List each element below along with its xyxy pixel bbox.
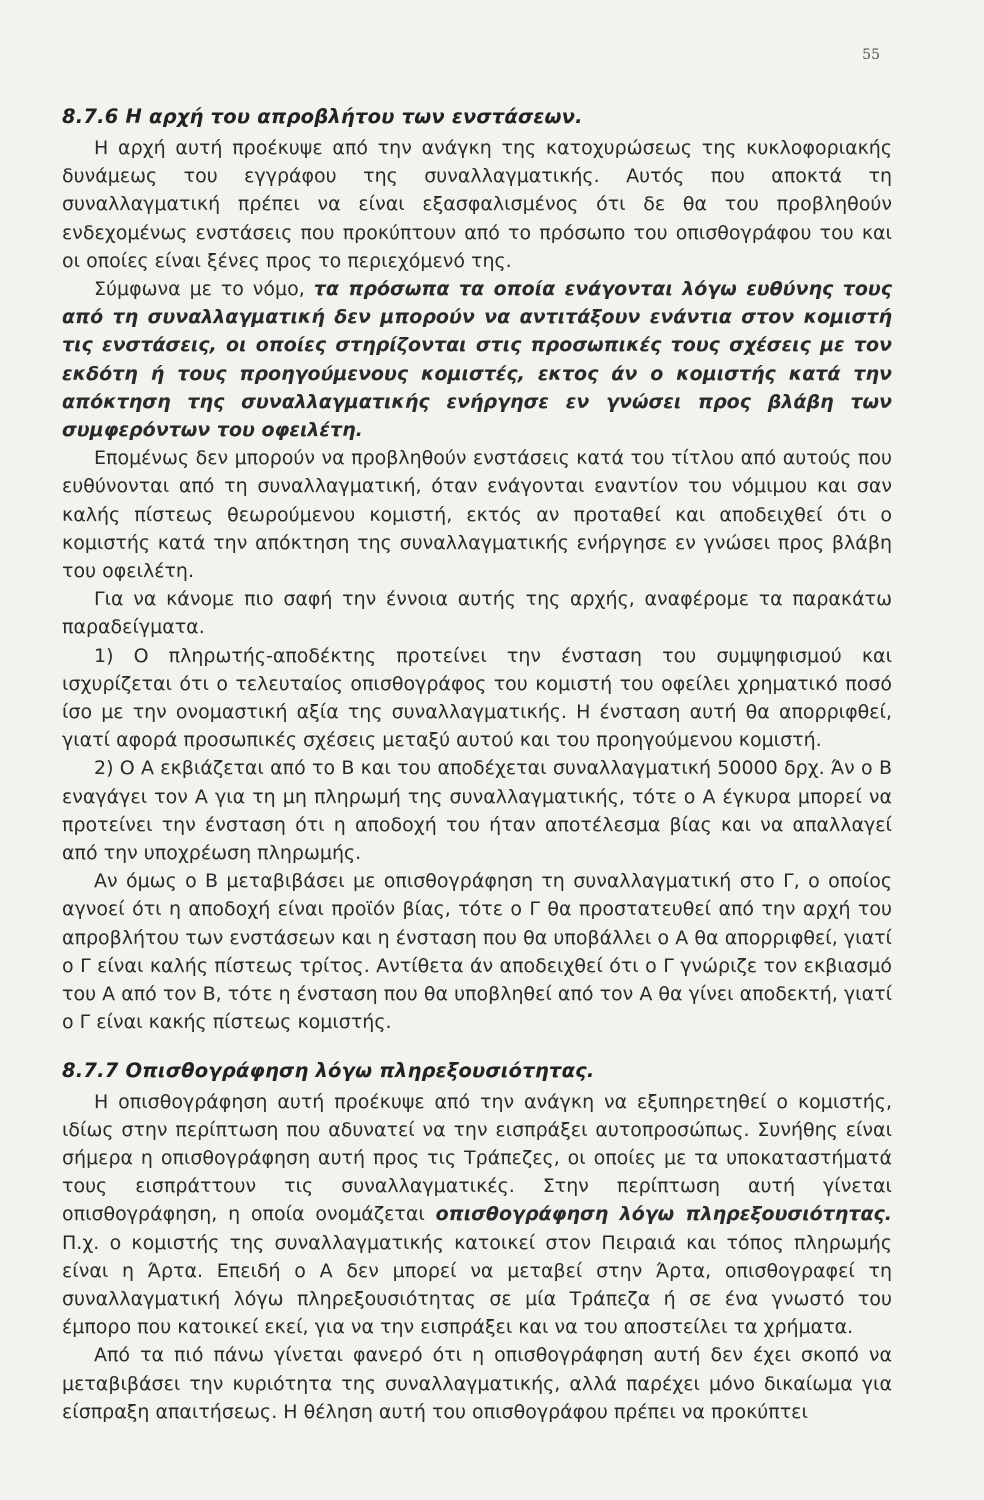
paragraph-text: Από τα πιό πάνω γίνεται φανερό ότι η οπισθογράφηση αυτή δεν έχει σκοπό να μεταβιβάσει την κυριότητα της συναλλαγματικής, αλλά παρέχει μόνο δικαίωμα για είσπραξη απαιτήσεως. Η θέληση αυτή του οπισθογράφου πρέπει να προκύπτει [62, 1344, 892, 1423]
section-heading: 8.7.7 Οπισθογράφηση λόγω πληρεξουσιότητας. [62, 1058, 595, 1082]
emphasized-term: οπισθογράφηση λόγω πληρεξουσιότητας. [435, 1203, 892, 1226]
paragraph-text: 2) Ο Α εκβιάζεται από το Β και του αποδέχεται συναλλαγματική 50000 δρχ. Άν ο Β εναγάγει τον Α για τη μη πληρωμή της συναλλαγματικής, τότε ο Α έγκυρα μπορεί να προτείνει την ένσταση ότι η αποδοχή του ήταν αποτέλεσμα βίας και να απαλλαγεί από την υποχρέωση πληρωμής. [62, 757, 892, 865]
paragraph-text: Π.χ. ο κομιστής της συναλλαγματικής κατοικεί στον Πειραιά και τόπος πληρωμής είναι η Άρτα. Επειδή ο Α δεν μπορεί να μεταβεί στην Άρτα, οπισθογραφεί τη συναλλαγματική λόγω πληρεξουσιότητας σε μία Τράπεζα ή σε ένα γνωστό του έμπορο που κατοικεί εκεί, για να την εισπράξει και να του αποστείλει τα χρήματα. [62, 1231, 892, 1339]
paragraph-example-2 [62, 754, 892, 867]
paragraph [62, 444, 892, 585]
page-number: 55 [862, 47, 880, 63]
paragraph [62, 585, 892, 641]
section-gap [62, 1037, 892, 1049]
paragraph [62, 1341, 892, 1426]
paragraph-text: Για να κάνομε πιο σαφή την έννοια αυτής της αρχής, αναφέρομε τα παρακάτω παραδείγματα. [62, 588, 892, 639]
paragraph-text: 1) Ο πληρωτής-αποδέκτης προτείνει την ένσταση του συμψηφισμού και ισχυρίζεται ότι ο τελευταίος οπισθογράφος του κομιστή του οφείλει χρηματικό ποσό ίσο με την ονομαστική αξία της συναλλαγματικής. Η ένσταση αυτή θα απορριφθεί, γιατί αφορά προσωπικές σχέσεις μεταξύ αυτού και του προηγούμενου κομιστή. [62, 644, 892, 752]
paragraph [62, 134, 892, 275]
paragraph-text: Η αρχή αυτή προέκυψε από την ανάγκη της κατοχυρώσεως της κυκλοφοριακής δυνάμεως του εγγράφου της συναλλαγματικής. Αυτός που αποκτά τη συναλλαγματική πρέπει να είναι εξασφαλισμένος ότι δε θα του προβληθούν ενδεχομένως ενστάσεις που προκύπτουν από το πρόσωπο του οπισθογράφου του και οι οποίες είναι ξένες προς το περιεχόμενό της. [62, 137, 892, 272]
paragraph [62, 275, 892, 444]
paragraph-text: Σύμφωνα με το νόμο, [94, 278, 314, 301]
paragraph-text: Αν όμως ο Β μεταβιβάσει με οπισθογράφηση τη συναλλαγματική στο Γ, ο οποίος αγνοεί ότι η αποδοχή είναι προϊόν βίας, τότε ο Γ θα προστατευθεί από την αρχή του απροβλήτου των ενστάσεων και η ένσταση που θα υποβάλλει ο Α θα απορριφθεί, γιατί ο Γ είναι καλής πίστεως τρίτος. Αντίθετα άν αποδειχθεί ότι ο Γ γνώριζε τον εκβιασμό του Α από τον Β, τότε η ένσταση που θα υποβληθεί από τον Α θα γίνει αποδεκτή, γιατί ο Γ είναι κακής πίστεως κομιστής. [62, 870, 892, 1034]
section-8-7-7 [62, 1059, 892, 1426]
section-heading: 8.7.6 Η αρχή του απροβλήτου των ενστάσεων. [62, 105, 583, 128]
paragraph [62, 1088, 892, 1342]
section-8-7-6 [62, 105, 892, 1037]
paragraph-text: Επομένως δεν μπορούν να προβληθούν ενστάσεις κατά του τίτλου από αυτούς που ευθύνονται από τη συναλλαγματική, όταν ενάγονται εναντίον του νόμιμου και σαν καλής πίστεως θεωρούμενου κομιστή, εκτός αν προταθεί και αποδειχθεί ότι ο κομιστής κατά την απόκτηση της συναλλαγματικής ενήργησε εν γνώσει προς βλάβη του οφειλέτη. [62, 447, 892, 583]
emphasized-law-text: τα πρόσωπα τα οποία ενάγονται λόγω ευθύνης τους από τη συναλλαγματική δεν μπορούν να αντιτάξουν ενάντια στον κομιστή τις ενστάσεις, οι οποίες στηρίζονται στις προσωπικές τους σχέσεις με τον εκδότη ή τους προηγούμενους κομιστές, εκτος άν ο κομιστής κατά την απόκτηση της συναλλαγματικής ενήργησε εν γνώσει προς βλάβη των συμφερόντων του οφειλέτη. [62, 278, 892, 442]
paragraph [62, 867, 892, 1036]
paragraph-example-1 [62, 642, 892, 755]
paragraph-text: Η οπισθογράφηση αυτή προέκυψε από την ανάγκη να εξυπηρετηθεί ο κομιστής, ιδίως στην περίπτωση που αδυνατεί να την εισπράξει αυτοπροσώπως. Συνήθης είναι σήμερα η οπισθογράφηση αυτή προς τις Τράπεζες, οι οποίες με τα υποκαταστήματά τους εισπράττουν τις συναλλαγματικές. Στην περίπτωση αυτή γίνεται οπισθογράφηση, η οποία ονομάζεται [62, 1090, 892, 1226]
